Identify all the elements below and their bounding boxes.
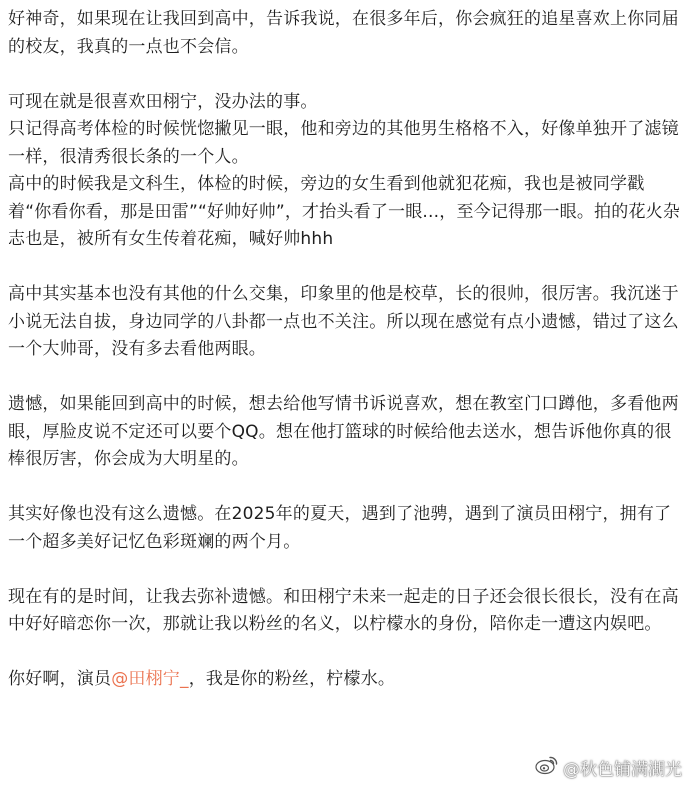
post-paragraph-4: 高中的时候我是文科生，体检的时候，旁边的女生看到他就犯花痴，我也是被同学戳着“你看你看，那是田雷”“好帅好帅”，才抬头看了一眼...，至今记得那一眼。拍的花火杂志也是，被所有女生传着花痴，喊好帅hhh: [8, 174, 681, 249]
watermark: [535, 754, 682, 781]
watermark-text: @秋色铺满湖光: [563, 760, 682, 780]
post-paragraph-1: 好神奇，如果现在让我回到高中，告诉我说，在很多年后，你会疯狂的追星喜欢上你同届的校友，我真的一点也不会信。: [8, 9, 679, 57]
closing-suffix: ，我是你的粉丝，柠檬水。: [188, 669, 396, 689]
post-body: [8, 6, 684, 694]
post-closing-line: [8, 666, 684, 694]
post-paragraph-2: 可现在就是很喜欢田栩宁，没办法的事。: [8, 91, 318, 112]
post-paragraph-5: 高中其实基本也没有其他的什么交集，印象里的他是校草，长的很帅，很厉害。我沉迷于小说无法自拔，身边同学的八卦都一点也不关注。所以现在感觉有点小遗憾，错过了这么一个大帅哥，没有多去看他两眼。: [8, 284, 679, 359]
post-paragraph-6: 遗憾，如果能回到高中的时候，想去给他写情书诉说喜欢，想在教室门口蹲他，多看他两眼，厚脸皮说不定还可以要个QQ。想在他打篮球的时候给他去送水，想告诉他你真的很棒很厉害，你会成为大明星的。: [8, 394, 679, 469]
post-paragraph-3: 只记得高考体检的时候恍惚撇见一眼，他和旁边的其他男生格格不入，好像单独开了滤镜一样，很清秀很长条的一个人。: [8, 119, 679, 167]
closing-prefix: 你好啊，演员: [8, 669, 112, 689]
mention-link[interactable]: @田栩宁_: [111, 669, 189, 689]
post-paragraph-7: 其实好像也没有这么遗憾。在2025年的夏天，遇到了池骋，遇到了演员田栩宁，拥有了一个超多美好记忆色彩斑斓的两个月。: [8, 504, 672, 552]
weibo-logo-icon: [535, 754, 559, 781]
post-paragraph-8: 现在有的是时间，让我去弥补遗憾。和田栩宁未来一起走的日子还会很长很长，没有在高中好好暗恋你一次，那就让我以粉丝的名义，以柠檬水的身份，陪你走一遭这内娱吧。: [8, 586, 679, 634]
